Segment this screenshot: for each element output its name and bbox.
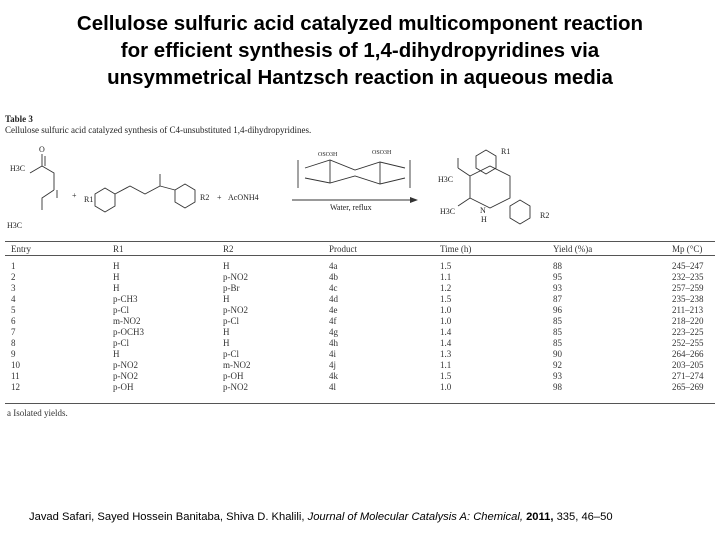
header-yield: Yield (%)a — [553, 244, 593, 254]
table-row — [0, 284, 720, 293]
title-line-1: Cellulose sulfuric acid catalyzed multicomponent reaction — [76, 12, 644, 35]
cell-yield: 95 — [553, 272, 562, 282]
cell-entry: 12 — [11, 382, 20, 392]
cell-yield: 93 — [553, 283, 562, 293]
cell-product: 4c — [329, 283, 338, 293]
table-row — [0, 262, 720, 271]
reagent-h3c-top: H3C — [10, 164, 26, 173]
table-row — [0, 328, 720, 337]
product-nitrogen: N — [480, 206, 486, 215]
arrow-head-icon — [410, 197, 418, 203]
cell-r2: p-OH — [223, 371, 244, 381]
table-row — [0, 361, 720, 370]
table-row — [0, 295, 720, 304]
cell-time: 1.4 — [440, 338, 452, 348]
table-row — [0, 317, 720, 326]
cell-entry: 8 — [11, 338, 16, 348]
cell-r2: p-Br — [223, 283, 240, 293]
cell-product: 4g — [329, 327, 338, 337]
title-line-2: for efficient synthesis of 1,4-dihydropyridines via — [120, 39, 600, 62]
title-line-3: unsymmetrical Hantzsch reaction in aqueous media — [107, 66, 613, 89]
cell-r2: p-Cl — [223, 316, 240, 326]
cell-product: 4d — [329, 294, 338, 304]
cell-r2: p-NO2 — [223, 305, 248, 315]
cell-product: 4a — [329, 261, 338, 271]
cell-entry: 2 — [11, 272, 16, 282]
cell-r2: p-Cl — [223, 349, 240, 359]
header-mp: Mp (°C) — [672, 244, 703, 254]
cell-entry: 7 — [11, 327, 16, 337]
cell-mp: 245–247 — [672, 261, 704, 271]
cell-r1: p-Cl — [113, 305, 130, 315]
citation-volume-pages: 335, 46–50 — [556, 511, 613, 523]
ammonium-acetate: AcONH4 — [228, 193, 259, 202]
product-r1: R1 — [501, 147, 511, 156]
cell-product: 4i — [329, 349, 337, 359]
cell-r2: p-NO2 — [223, 272, 248, 282]
cell-yield: 93 — [553, 371, 562, 381]
cell-mp: 223–225 — [672, 327, 704, 337]
cell-entry: 9 — [11, 349, 16, 359]
catalyst-structure — [298, 160, 410, 188]
header-r2: R2 — [223, 244, 234, 254]
cell-mp: 252–255 — [672, 338, 704, 348]
cell-yield: 85 — [553, 338, 562, 348]
reagent-keto-ester — [30, 154, 57, 210]
table-heading — [5, 114, 311, 136]
cell-entry: 1 — [11, 261, 16, 271]
cell-r2: m-NO2 — [223, 360, 251, 370]
cell-yield: 85 — [553, 327, 562, 337]
cell-mp: 257–259 — [672, 283, 704, 293]
citation-year: 2011, — [526, 511, 554, 523]
table-footnote: a Isolated yields. — [7, 408, 68, 418]
cell-entry: 5 — [11, 305, 16, 315]
cell-mp: 264–266 — [672, 349, 704, 359]
cell-product: 4b — [329, 272, 338, 282]
cell-r1: H — [113, 272, 120, 282]
cell-entry: 4 — [11, 294, 16, 304]
header-time: Time (h) — [440, 244, 472, 254]
slide-title — [0, 10, 720, 91]
cell-r2: p-NO2 — [223, 382, 248, 392]
cell-r2: H — [223, 327, 230, 337]
reagent-h3c-bottom: H3C — [7, 221, 23, 230]
substituent-r2: R2 — [200, 193, 210, 202]
cell-r1: p-Cl — [113, 338, 130, 348]
catalyst-group-1: OSO3H — [318, 152, 338, 158]
table-row — [0, 306, 720, 315]
citation-authors: Javad Safari, Sayed Hossein Banitaba, Shiva D. Khalili, — [29, 511, 305, 523]
cell-mp: 218–220 — [672, 316, 704, 326]
product-ester-h3c: H3C — [438, 175, 454, 184]
catalyst-group-2: OSO3H — [372, 150, 392, 156]
header-r1: R1 — [113, 244, 124, 254]
reaction-scheme — [0, 138, 720, 243]
cell-yield: 87 — [553, 294, 562, 304]
cell-product: 4j — [329, 360, 337, 370]
plus-sign-2: + — [217, 193, 222, 202]
table-label: Table 3 — [5, 114, 33, 124]
cell-entry: 11 — [11, 371, 20, 381]
cell-time: 1.3 — [440, 349, 452, 359]
cell-time: 1.1 — [440, 360, 452, 370]
chalcone-structure — [95, 174, 195, 212]
cell-entry: 10 — [11, 360, 20, 370]
cell-yield: 90 — [553, 349, 562, 359]
cell-time: 1.2 — [440, 283, 452, 293]
cell-entry: 3 — [11, 283, 16, 293]
cell-r1: m-NO2 — [113, 316, 141, 326]
cell-time: 1.0 — [440, 382, 452, 392]
cell-product: 4e — [329, 305, 338, 315]
cell-time: 1.0 — [440, 305, 452, 315]
cell-entry: 6 — [11, 316, 16, 326]
table-header-rule — [5, 255, 715, 256]
cell-mp: 271–274 — [672, 371, 704, 381]
cell-time: 1.5 — [440, 294, 452, 304]
cell-r1: H — [113, 261, 120, 271]
cell-r1: p-CH3 — [113, 294, 138, 304]
cell-mp: 235–238 — [672, 294, 704, 304]
cell-product: 4l — [329, 382, 337, 392]
product-hydrogen: H — [481, 215, 487, 224]
cell-time: 1.5 — [440, 371, 452, 381]
cell-mp: 232–235 — [672, 272, 704, 282]
cell-mp: 211–213 — [672, 305, 704, 315]
cell-r1: H — [113, 349, 120, 359]
cell-yield: 85 — [553, 316, 562, 326]
cell-mp: 265–269 — [672, 382, 704, 392]
cell-r1: p-NO2 — [113, 360, 138, 370]
table-top-rule — [5, 241, 715, 242]
cell-time: 1.1 — [440, 272, 452, 282]
cell-product: 4f — [329, 316, 337, 326]
citation-journal: Journal of Molecular Catalysis A: Chemical, — [307, 511, 523, 523]
cell-r1: p-OCH3 — [113, 327, 144, 337]
cell-time: 1.5 — [440, 261, 452, 271]
table-caption: Cellulose sulfuric acid catalyzed synthesis of C4-unsubstituted 1,4-dihydropyridines. — [5, 125, 312, 135]
substituent-r1: R1 — [84, 195, 94, 204]
table-row — [0, 350, 720, 359]
cell-time: 1.4 — [440, 327, 452, 337]
product-r2: R2 — [540, 211, 550, 220]
cell-r2: H — [223, 261, 230, 271]
table-row — [0, 383, 720, 392]
cell-product: 4k — [329, 371, 338, 381]
cell-r2: H — [223, 338, 230, 348]
cell-time: 1.0 — [440, 316, 452, 326]
table-header-row — [0, 245, 720, 254]
cell-r2: H — [223, 294, 230, 304]
table-row — [0, 339, 720, 348]
reagent-oxygen: O — [39, 145, 45, 154]
dihydropyridine-product — [458, 150, 530, 224]
cell-r1: H — [113, 283, 120, 293]
table-row — [0, 273, 720, 282]
reaction-conditions: Water, reflux — [330, 203, 372, 212]
plus-sign-1: + — [72, 191, 77, 200]
cell-yield: 98 — [553, 382, 562, 392]
table-row — [0, 372, 720, 381]
cell-r1: p-OH — [113, 382, 134, 392]
cell-r1: p-NO2 — [113, 371, 138, 381]
cell-yield: 92 — [553, 360, 562, 370]
product-methyl-h3c: H3C — [440, 207, 456, 216]
citation — [29, 511, 613, 523]
cell-mp: 203–205 — [672, 360, 704, 370]
cell-product: 4h — [329, 338, 338, 348]
header-product: Product — [329, 244, 357, 254]
header-entry: Entry — [11, 244, 31, 254]
cell-yield: 88 — [553, 261, 562, 271]
cell-yield: 96 — [553, 305, 562, 315]
table-bottom-rule — [5, 403, 715, 404]
